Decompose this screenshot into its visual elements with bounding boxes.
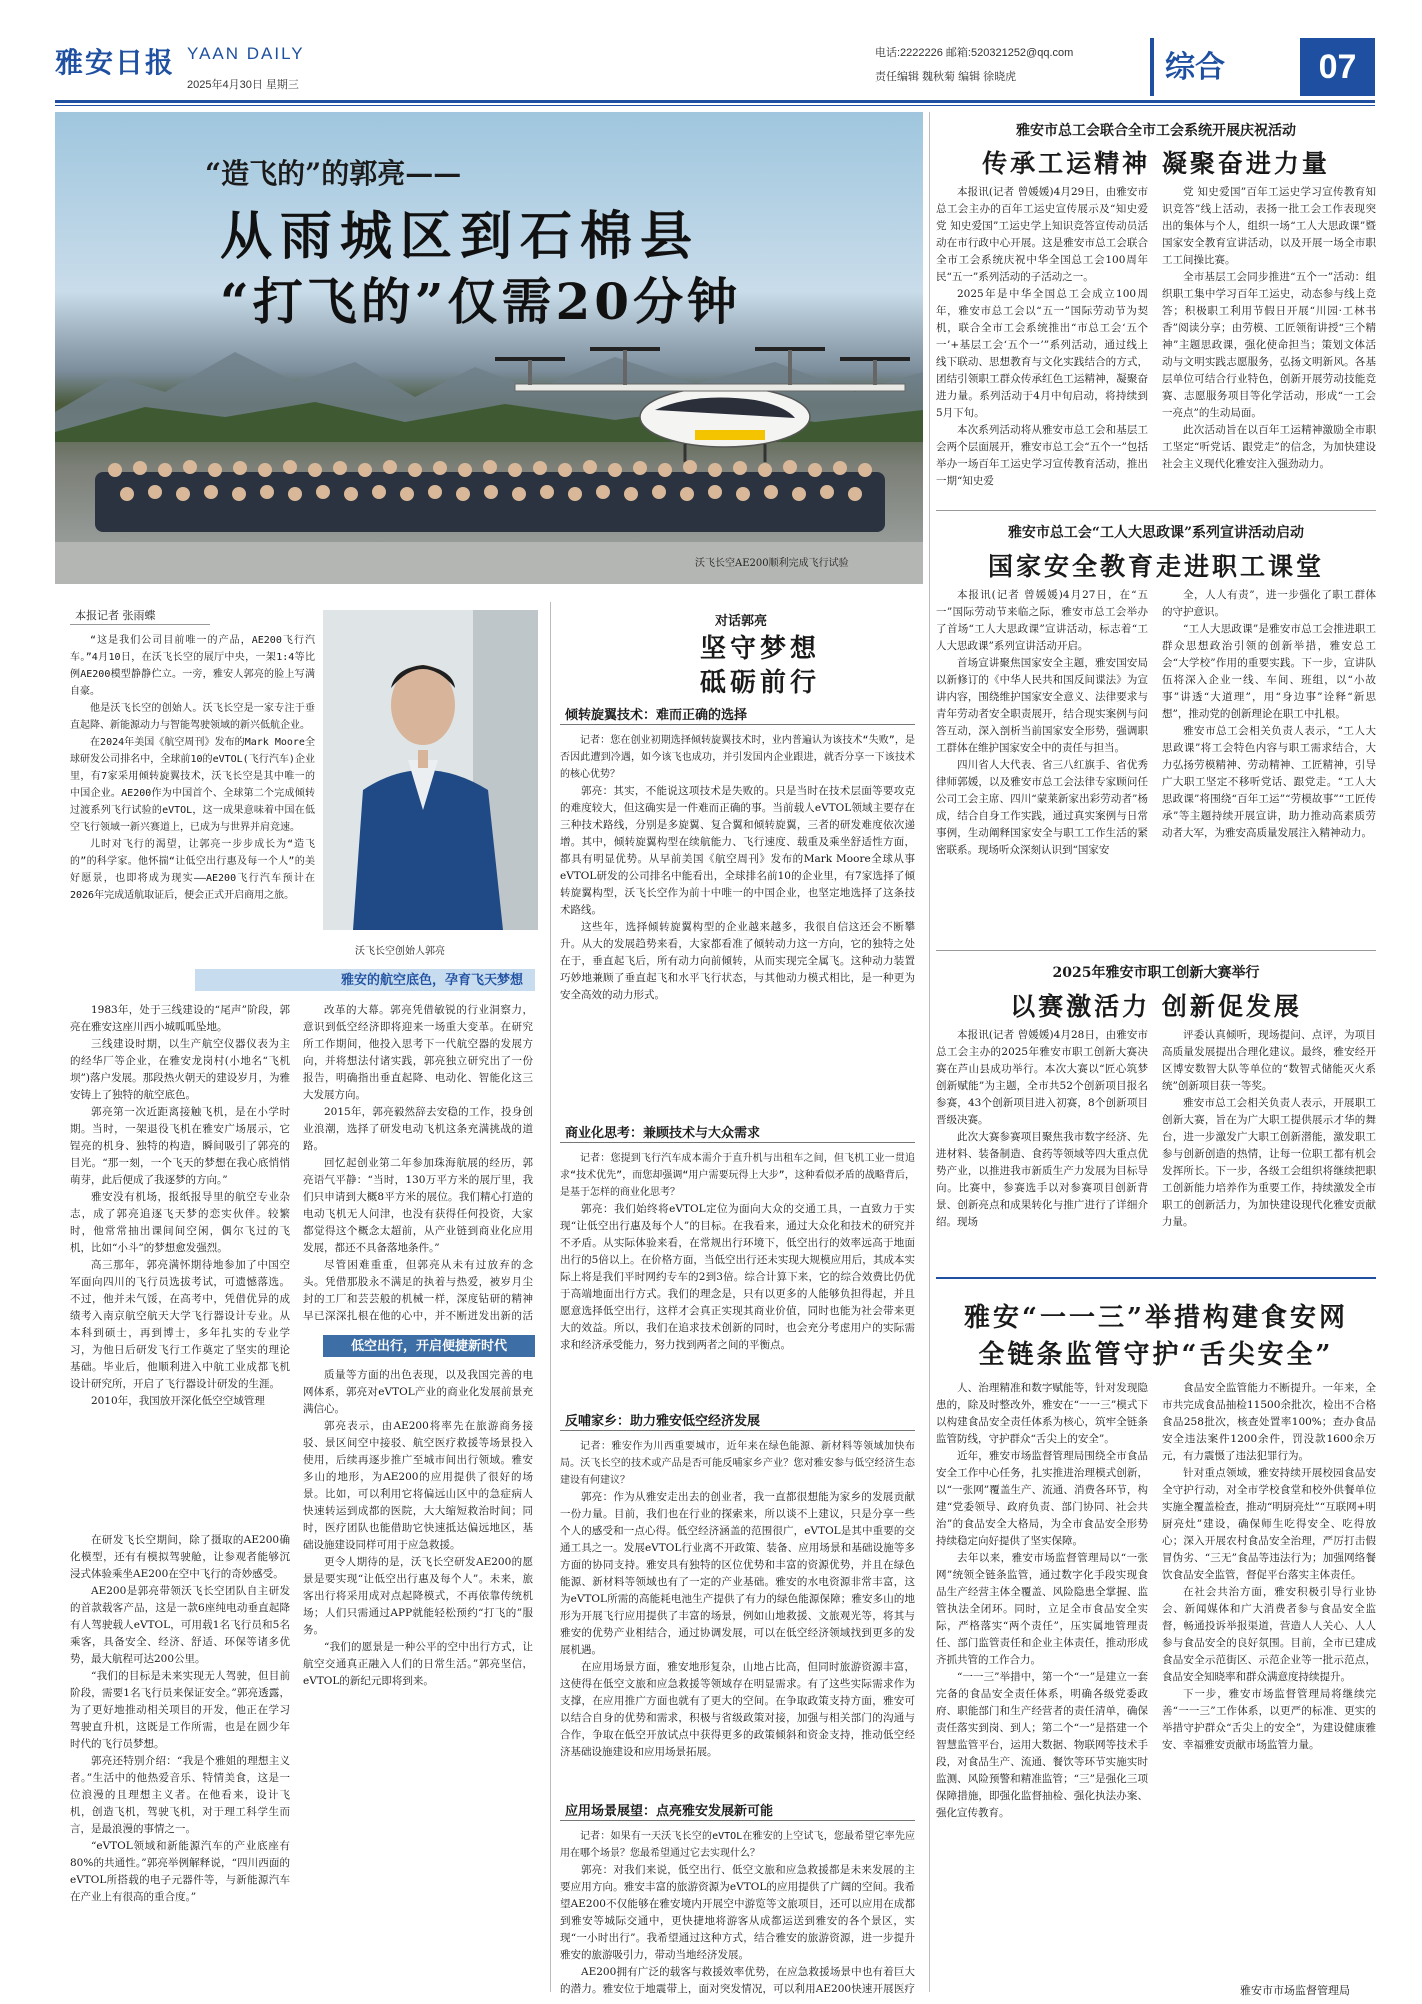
team-crowd-illustration <box>55 442 923 542</box>
paragraph: 党 知史爱国”百年工运史学习宣传教育知识竞答”线上活动，表扬一批工会工作表现突出的集体与个人，组织一场“工人大思政课”暨国家安全教育宣讲活动，以及开展一场全市职工工间操比赛。 <box>1162 186 1376 266</box>
masthead-rule <box>55 100 1375 103</box>
byline-rule <box>70 624 210 625</box>
intro-text <box>70 632 315 962</box>
masthead-rule-thin <box>55 105 1375 106</box>
interview-title-line1: 坚守梦想 <box>700 634 821 664</box>
section2-column1 <box>70 1532 290 1982</box>
paragraph: 雅安市总工会相关负责人表示，开展职工创新大赛，旨在为广大职工提供展示才华的舞台，进一步激发广大职工创新潜能，激发职工参与创新创造的热情，让每一位职工都有机会发挥所长。下一步，各级工会组织将继续把职工创新能力培养作为重要工作，持续激发全市职工的创新活力，为加快建设现代化雅安贡献力量。 <box>1162 1097 1376 1228</box>
paragraph: “eVTOL领域和新能源汽车的产业底座有80%的共通性。”郭亮举例解释说，“四川西面的eVTOL所搭载的电子元器件等，与新能源汽车在产业上有很高的重合度。” <box>70 1840 290 1903</box>
heading-rule <box>560 724 915 725</box>
section2-heading: 低空出行，开启便捷新时代 <box>323 1335 535 1357</box>
paragraph: 在研发飞长空期间，除了摄取的AE200确化模型，还有有模拟驾驶舱，让参观者能够沉浸式体验乘坐AE200在空中飞行的奇妙感受。 <box>70 1534 290 1580</box>
paragraph: 首场宣讲聚焦国家安全主题，雅安国安局以新修订的《中华人民共和国反间谍法》为宣讲内容，围绕维护国家安全意义、法律要求与青年劳动者安全职责展开，结合现实案例与问答互动，深入剖析当前国家安全形势，强调职工群体在维护国家安全中的责任与担当。 <box>936 657 1148 754</box>
paragraph: 郭亮还特别介绍：“我是个雅姐的理想主义者。”生活中的他热爱音乐、特情美食，这是一位浪漫的且理想主义者。在他看来，设计飞机，创造飞机，驾驶飞机，对于理工科学生而言，是最浪漫的事情之一。 <box>70 1755 290 1835</box>
article1-column1 <box>936 184 1148 504</box>
section2-column2 <box>303 1367 533 1982</box>
interview-answer: AE200拥有广泛的载客与救援效率优势，在应急救援场景中也有着巨大的潜力。雅安位于地震带上，面对突发情况，可以利用AE200快速开展医疗 <box>560 1966 915 1995</box>
portrait-photo <box>323 610 538 930</box>
interview-answer: 在应用场景方面，雅安地形复杂，山地占比高，但同时旅游资源丰富，这使得在低空文旅和应急救援等领域存在明显需求。有了这些实际需求作为支撑，在应用推广方面也就有了更大的空间。在争取政策支持方面，雅安可以结合自身的优势和需求，积极与省级政策对接，加强与相关部门的沟通与合作，争取在低空开放试点中获得更多的政策倾斜和资金支持，推动低空经济基础设施建设和应用场景拓展。 <box>560 1661 915 1758</box>
interview-question: 记者：您提到飞行汽车成本需介于直升机与出租车之间，但飞机工业一贯追求“技术优先”，而您却强调“用户需要玩得上大步”，这种看似矛盾的战略背后，是基于怎样的商业化思考？ <box>560 1153 915 1198</box>
paragraph: 本次系列活动将从雅安市总工会和基层工会两个层面展开，雅安市总工会“五个一”包括举办一场百年工运史学习宣传教育活动，推出一期“知史爱 <box>936 424 1148 487</box>
article-separator <box>936 510 1376 511</box>
paragraph: 高三那年，郭亮满怀期待地参加了中国空军面向四川的飞行员选拔考试，可遗憾落选。不过，他并未气馁，在高考中，凭借优异的成绩考入南京航空航天大学飞行器设计专业。从本科到硕士，再到博士，多年扎实的专业学习，为他日后研发飞行工作奠定了坚实的理论基础。毕业后，他顺利进入中航工业成都飞机设计研究所，开启了飞行器设计研发的生涯。 <box>70 1259 290 1390</box>
page-number: 07 <box>1300 38 1375 96</box>
right-column <box>936 112 1376 2000</box>
photo-caption: 沃飞长空AE200顺利完成飞行试验 <box>695 558 849 569</box>
paragraph: 人、治理精准和数字赋能等，针对发现隐患的，除及时整改外，雅安在“一一三”模式下以构建食品安全责任体系为核心，筑牢全链条监管防线，守护群众“舌尖上的安全”。 <box>936 1382 1148 1445</box>
interview-q1-text <box>560 732 915 1112</box>
article4-title-line1: 雅安“一一三”举措构建食安网 <box>964 1303 1348 1333</box>
paragraph: “我们的目标是未来实现无人驾驶，但目前阶段，需要1名飞行员来保证安全。”郭亮透露，为了更好地推动相关项目的开发，他正在学习驾驶直升机，这既是工作所需，也是在圆少年时代的飞行员梦想。 <box>70 1670 290 1750</box>
interview-answer: 郭亮：其实，不能说这项技术是失败的。只是当时在技术层面等要攻克的难度较大，但这确实是一件难而正确的事。当前载人eVTOL领域主要存在三种技术路线，分别是多旋翼、复合翼和倾转旋翼，三者的研发难度依次递增。其中，倾转旋翼构型在续航能力、飞行速度、载重及乘坐舒适性方面，都具有明显优势。从早前美国《航空周刊》发布的Mark Moore全球从事eVTOL研发的公司排名中能看出，全球排名前10的企业里，有7家选择了倾转旋翼构型，沃飞长空作为前十中唯一的中国企业，也坚定地选择了这条技术路线。 <box>560 785 915 916</box>
section1-column1 <box>70 1002 290 1522</box>
paragraph: 雅安市总工会相关负责人表示，“工人大思政课”将工会特色内容与职工需求结合，大力弘扬劳模精神、劳动精神、工匠精神，引导广大职工坚定不移听党话、跟党走。“工人大思政课”将围绕“百年工运”“劳模故事”“工匠传承”等主题持续开展宣讲，助力推动高素质劳动者大军，为雅安高质量发展注入精神动力。 <box>1162 725 1376 839</box>
article3-title: 以赛激活力 创新促发展 <box>1010 992 1302 1021</box>
intro-paragraph: 在2024年美国《航空周刊》发布的Mark Moore全球研发公司排名中，全球前10的eVTOL(飞行汽车)企业里，有7家采用倾转旋翼技术，沃飞长空是其中唯一的中国企业。AE200作为中国首个、全球第二个完成倾转过渡系列飞行试验的eVTOL，这一成果意味着中国在低空飞行领域一新兴赛道上，已成为与世界并肩竞速。 <box>70 737 315 833</box>
paragraph: 此次大赛参赛项目聚焦我市数字经济、先进材料、装备制造、食药等领域等四大重点优势产业，以推进我市新质生产力发展为目标导向。比赛中，参赛选手以对参赛项目创新背景、创新亮点和成果转化与推广进行了详细介绍。现场 <box>936 1131 1148 1228</box>
interview-question: 记者：如果有一天沃飞长空的eVTOL在雅安的上空试飞，您最希望它率先应用在哪个场景？您最希望通过它去实现什么？ <box>560 1831 915 1859</box>
intro-paragraph: “这是我们公司目前唯一的产品，AE200飞行汽车。”4月10日，在沃飞长空的展厅中央，一架1:4等比例AE200模型静静伫立。一旁，雅安人郭亮的脸上写满自豪。 <box>70 635 315 697</box>
interview-q1-heading: 倾转旋翼技术：难而正确的选择 <box>565 708 748 723</box>
paragraph: 食品安全监管能力不断提升。一年来，全市共完成食品抽检11500余批次，检出不合格食品258批次，核查处置率100%；查办食品安全违法案件1200余件，罚没款1600余万元，有力震慑了违法犯罪行为。 <box>1162 1382 1376 1462</box>
article1-title: 传承工运精神 凝聚奋进力量 <box>982 149 1330 178</box>
paragraph: 质量等方面的出色表现，以及我国完善的电网体系，郭亮对eVTOL产业的商业化发展前景充满信心。 <box>303 1369 533 1415</box>
interview-q4-text <box>560 1828 915 1998</box>
article-separator <box>936 950 1376 951</box>
paragraph: 本报讯(记者 曾媛媛)4月28日，由雅安市总工会主办的2025年雅安市职工创新大赛决赛在芦山县成功举行。本次大赛以“匠心筑梦 创新赋能”为主题，全市共52个创新项目报名参赛，43个创新项目进入初赛，8个创新项目晋级决赛。 <box>936 1029 1148 1126</box>
interview-label: 对话郭亮 <box>715 614 768 629</box>
lead-story <box>55 112 923 2000</box>
paragraph: 近年，雅安市场监督管理局围绕全市食品安全工作中心任务，扎实推进治理模式创新，以“一张网”覆盖生产、流通、消费各环节，构建“党委领导、政府负责、部门协同、社会共治”的食品安全大格局，为全市食品安全形势持续稳定向好提供了坚实保障。 <box>936 1450 1148 1547</box>
paragraph: 2010年，我国放开深化低空空域管理 <box>91 1395 265 1407</box>
paragraph: 四川省人大代表、省三八红旗手、省优秀律师郭媛，以及雅安市总工会法律专家顾问任公司工会主席、四川“蒙莱新家出彩劳动者”杨成，结合自身工作实践，通过真实案例与日常事例，生动阐释国家安全与职工工作生活的紧密联系。现场听众深刻认识到“国家安 <box>936 759 1148 856</box>
paragraph: AE200是郭亮带领沃飞长空团队自主研发的首款载客产品，这是一款6座纯电动垂直起降有人驾驶载人eVTOL，可用载1名飞行员和5名乘客，具备安全、经济、舒适、环保等诸多优势，最大航程可达200公里。 <box>70 1585 290 1665</box>
lead-title-line1: 从雨城区到石棉县 <box>220 206 701 267</box>
paragraph: 1983年，处于三线建设的“尾声”阶段，郭亮在雅安这座川西小城呱呱坠地。 <box>70 1004 290 1033</box>
article2-column1 <box>936 587 1148 937</box>
paragraph: 郭亮第一次近距离接触飞机，是在小学时期。当时，一架退役飞机在雅安广场展示，它锃亮的机身、独特的构造，瞬间吸引了郭亮的目光。“那一刻，一个飞天的梦想在我心底悄悄萌芽，此后便成了我逐梦的方向。” <box>70 1106 290 1186</box>
article4-column1 <box>936 1380 1148 1980</box>
paragraph: 下一步，雅安市场监督管理局将继续完善“一一三”工作体系，以更严的标准、更实的举措守护群众“舌尖上的安全”，为建设健康雅安、幸福雅安贡献市场监管力量。 <box>1162 1688 1376 1751</box>
lead-photo <box>55 112 923 584</box>
intro-paragraph: 他是沃飞长空的创始人。沃飞长空是一家专注于垂直起降、新能源动力与智能驾驶领域的新兴低航企业。 <box>70 703 315 731</box>
paragraph: 雅安没有机场，报纸报导里的航空专业杂志，成了郭亮追逐飞天梦的恋实伙伴。较繁时，他常常抽出课间间空闲，偶尔飞过的飞机，比如“小斗”的梦想愈发强烈。 <box>70 1191 290 1254</box>
section1-column2 <box>303 1002 533 1327</box>
masthead <box>55 38 1375 96</box>
article3-kicker: 2025年雅安市职工创新大赛举行 <box>1052 965 1260 981</box>
interview-question: 记者：您在创业初期选择倾转旋翼技术时，业内普遍认为该技术“失败”，是否因此遭到冷遇，如今该飞也成功，并引发国内企业跟进，就否分享一下该技术的核心优势？ <box>560 735 915 780</box>
paragraph: 尽管困难重重，但郭亮从未有过放弃的念头。凭借那股永不满足的执着与热爱，被岁月尘封的工厂和芸芸般的机械一样，深度钻研的精神早已深深扎根在他的心中，并不断迸发出新的活 <box>303 1259 533 1322</box>
heading-rule <box>560 1820 915 1821</box>
paragraph: 评委认真倾听，现场提问、点评，为项目高质量发展提出合理化建议。最终，雅安经开区博安数智大队等单位的“数智式储能灭火系统”创新项目获一等奖。 <box>1162 1029 1376 1092</box>
paragraph: “我们的愿景是一种公平的空中出行方式，让航空交通真正融入人们的日常生活。”郭亮坚信，eVTOL的新纪元即将到来。 <box>303 1641 533 1687</box>
column-divider <box>550 602 551 1992</box>
interview-q2-text <box>560 1150 915 1400</box>
editor-credits: 责任编辑 魏秋菊 编辑 徐晓虎 <box>875 71 1017 83</box>
paragraph: 2025年是中华全国总工会成立100周年，雅安市总工会以“五一”国际劳动节为契机，联合全市工会系统推出“市总工会‘五个一’+基层工会‘五个一’”系列活动，通过线上线下联动、思想教育与文化实践结合的方式，团结引领职工群众传承红色工运精神，凝聚奋进力量。系列活动于4月中旬启动，将持续到5月下旬。 <box>936 288 1148 419</box>
article2-title: 国家安全教育走进职工课堂 <box>987 552 1324 581</box>
paragraph: 本报讯(记者 曾媛媛)4月27日，在“五一”国际劳动节来临之际，雅安市总工会举办了首场“工人大思政课”宣讲活动，标志着“工人大思政课”系列宣讲活动开启。 <box>936 589 1148 652</box>
article2-kicker: 雅安市总工会“工人大思政课”系列宣讲活动启动 <box>1007 525 1305 541</box>
interview-answer: 郭亮：作为从雅安走出去的创业者，我一直都很想能为家乡的发展贡献一份力量。目前，我们也在行业的探索来，所以谈不上建议，只是分享一些个人的感受和一点心得。低空经济涵盖的范围很广，eVTOL是其中重要的交通工具之一。发展eVTOL行业离不开政策、装备、应用场景和基础设施等多方面的协同支持。雅安具有独特的区位优势和丰富的资源优势，并且在绿色能源、新材料等领域也有了一定的产业基础。雅安的水电资源非常丰富，这为eVTOL所需的高能耗电池生产提供了有力的绿色能源保障；雅安多山的地形为开展飞行应用提供了丰富的场景，例如山地救援、文旅观光等，将其与雅安的优势产业相结合，通过协调发展，可以在低空经济领域找到更多的发展机遇。 <box>560 1491 915 1656</box>
paragraph: 全，人人有责”，进一步强化了职工群体的守护意识。 <box>1162 589 1376 618</box>
article1-column2 <box>1162 184 1376 504</box>
newspaper-logo: 雅安日报 <box>55 46 176 79</box>
section1-heading: 雅安的航空底色，孕育飞天梦想 <box>195 969 535 991</box>
portrait-illustration <box>323 610 538 930</box>
heading-rule <box>560 1142 915 1143</box>
article3-column1 <box>936 1027 1148 1257</box>
interview-q2-heading: 商业化思考：兼顾技术与大众需求 <box>565 1126 761 1141</box>
article-separator <box>936 1277 1376 1279</box>
paragraph: 三线建设时期，以生产航空仪器仪表为主的经华厂等企业，在雅安龙岗村(小地名“飞机坝”)落户发展。那段热火朝天的建设岁月，为雅安铸上了独特的航空底色。 <box>70 1038 290 1101</box>
lead-title-line2: “打飞的”仅需20分钟 <box>220 272 742 331</box>
byline: 本报记者 张雨蝶 <box>75 609 156 622</box>
paragraph: “一一三”举措中，第一个“一”是建立一套完备的食品安全责任体系，明确各级党委政府、职能部门和生产经营者的责任清单，确保责任落实到岗、到人；第二个“一”是搭建一个智慧监管平台，运用大数据、物联网等技术手段，对食品生产、流通、餐饮等环节实施实时监测、风险预警和精准监管；“三”是强化三项保障措施，即强化监督抽检、强化执法办案、强化宣传教育。 <box>936 1671 1148 1819</box>
interview-title-line2: 砥砺前行 <box>700 668 821 698</box>
issue-date: 2025年4月30日 星期三 <box>187 79 299 91</box>
article2-column2 <box>1162 587 1376 937</box>
interview-answer: 这些年，选择倾转旋翼构型的企业越来越多，我很自信这还会不断攀升。从大的发展趋势来看，大家都看准了倾转动力这一方向，它的独特之处在于，垂直起飞后，所有动力向前倾转，从而实现完全属飞。这种动力装置巧妙地兼顾了垂直起飞和水平飞行状态，与其他动力模式相比，是一种更为安全高效的动力形式。 <box>560 921 915 1001</box>
interview-q3-heading: 反哺家乡：助力雅安低空经济发展 <box>565 1414 761 1429</box>
paragraph: 回忆起创业第二年参加珠海航展的经历，郭亮语气平静：“当时，130万平方米的展厅里，我们只申请到大概8平方米的展位。我们精心打造的电动飞机无人问津，也没有获得任何投资，大家都觉得这个概念太超前，从产业链到商业化应用发展，都还不具备落地条件。” <box>303 1157 533 1254</box>
article3-column2 <box>1162 1027 1376 1257</box>
interview-answer: 郭亮：对我们来说，低空出行、低空文旅和应急救援都是未来发展的主要应用方向。雅安丰富的旅游资源为eVTOL的应用提供了广阔的空间。我希望AE200不仅能够在雅安境内开展空中游览等文旅项目，还可以应用在成都到雅安等城际交通中，更快捷地将游客从成都运送到雅安的各个景区，实现“一小时出行”。我希望通过这种方式，结合雅安的旅游资源，进一步提升雅安的旅游吸引力，带动当地经济发展。 <box>560 1864 915 1961</box>
article-source: 雅安市市场监督管理局 <box>1240 1984 1350 1997</box>
article1-kicker: 雅安市总工会联合全市工会系统开展庆祝活动 <box>1016 123 1296 139</box>
paragraph: 此次活动旨在以百年工运精神激励全市职工坚定“听党话、跟党走”的信念，为加快建设社会主义现代化雅安注入强劲动力。 <box>1162 424 1376 470</box>
paragraph: 全市基层工会同步推进“五个一”活动：组织职工集中学习百年工运史，动态参与线上竞答；积极职工利用节假日开展“川园·工林书香”阅读分享；由劳模、工匠领衔讲授“三个精神”主题思政课，强化使命担当；策划文体活动与文明实践志愿服务，弘扬文明新风。各基层单位可结合行业特色，创新开展劳动技能竞赛、志愿服务项目等化学活动，形成“一工会一亮点”的生动局面。 <box>1162 271 1376 419</box>
section-name: 综合 <box>1165 51 1225 84</box>
lead-kicker: “造飞的”的郭亮—— <box>205 157 462 190</box>
interview-q4-heading: 应用场景展望：点亮雅安发展新可能 <box>565 1804 774 1819</box>
heading-rule <box>560 1430 915 1431</box>
article4-column2 <box>1162 1380 1376 1980</box>
article4-title-line2: 全链条监管守护“舌尖安全” <box>978 1340 1334 1370</box>
contact-info: 电话:2222226 邮箱:520321252@qq.com <box>875 47 1074 59</box>
paragraph: 在社会共治方面，雅安积极引导行业协会、新闻媒体和广大消费者参与食品安全监督，畅通投诉举报渠道，营造人人关心、人人参与食品安全的良好氛围。目前，全市已建成食品安全示范街区、示范企业等一批示范点，食品安全知晓率和群众满意度持续提升。 <box>1162 1586 1376 1683</box>
interview-question: 记者：雅安作为川西重要城市，近年来在绿色能源、新材料等领域加快布局。沃飞长空的技术或产品是否可能反哺家乡产业？您对雅安参与低空经济生态建设有何建议？ <box>560 1441 915 1486</box>
paragraph: 郭亮表示，由AE200将率先在旅游商务接驳、景区间空中接驳、航空医疗救援等场景投入使用，后续再逐步推广至城市间出行领域。雅安多山的地形，为AE200的应用提供了很好的场景。比如，可以利用它将偏远山区中的急症病人快速转运到成都的医院，大大缩短救治时间；同时，医疗团队也能借助它快速抵达偏远地区，基础设施建设同样可用于应急救援。 <box>303 1420 533 1551</box>
paragraph: 2015年，郭亮毅然辞去安稳的工作，投身创业浪潮，选择了研发电动飞机这条充满挑战的道路。 <box>303 1106 533 1152</box>
paragraph: 本报讯(记者 曾媛媛)4月29日，由雅安市总工会主办的百年工运史宣传展示及“知史爱党 知史爱国”工运史学上知识竞答宣传动员活动在市行政中心开展。这是雅安市总工会联合全市工会系统庆祝中华全国总工会100周年民“五一”系列活动的子活动之一。 <box>936 186 1148 283</box>
intro-paragraph: 儿时对飞行的渴望，让郭亮一步步成长为“造飞的”的科学家。他怀揣“让低空出行惠及每一个人”的美好愿景，也即将成为现实——AE200飞行汽车预计在2026年完成适航取证后，便会正式开启商用之旅。 <box>70 839 315 901</box>
newspaper-english-name: YAAN DAILY <box>187 44 305 63</box>
paragraph: “工人大思政课”是雅安市总工会推进职工群众思想政治引领的创新举措，雅安总工会“大学校”作用的重要实践。下一步，宣讲队伍将深入企业一线、车间、班组，以“小故事”讲透“大道理”，用“身边事”诠释“新思想”，推动党的创新理论在职工中扎根。 <box>1162 623 1376 720</box>
portrait-caption: 沃飞长空创始人郭亮 <box>355 946 445 957</box>
interview-answer: 郭亮：我们始终将eVTOL定位为面向大众的交通工具，一直致力于实现“让低空出行惠及每个人”的目标。在我看来，通过大众化和技术的研究并不矛盾。从实际体验来看，在常规出行环境下，低空出行的效率远高于地面出行的5倍以上。在价格方面，当低空出行还未实现大规模应用后，其成本实际上将是我们平时网约专车的2到3倍。综合计算下来，它的综合效费比仍优于高端地面出行方式。我们的理念是，只有以更多的人能够负担得起，并且愿意选择低空出行，这样才会真正实现其商业价值，同时也能为社会带来更大的效益。所以，我们在追求技术创新的同时，也会充分考虑用户的实际需求和经济承受能力，努力找到两者之间的平衡点。 <box>560 1203 915 1351</box>
paragraph: 针对重点领域，雅安持续开展校园食品安全守护行动，对全市学校食堂和校外供餐单位实施全覆盖检查，推动“明厨亮灶”“互联网+明厨亮灶”建设，确保师生吃得安全、吃得放心；深入开展农村食品安全治理，严厉打击假冒伪劣、“三无”食品等违法行为；加强网络餐饮食品安全监管，督促平台落实主体责任。 <box>1162 1467 1376 1581</box>
paragraph: 更令人期待的是，沃飞长空研发AE200的愿景是要实现“让低空出行惠及每个人”。未来，旅客出行将采用成对点起降模式，不再依靠传统机场；人们只需通过APP就能轻松预约“打飞的”服务。 <box>303 1556 533 1636</box>
interview-title <box>700 632 820 700</box>
column-divider <box>929 112 930 1992</box>
paragraph: 去年以来，雅安市场监督管理局以“一张网”统领全链条监管，通过数字化手段实现食品生产经营主体全覆盖、风险隐患全掌握、监管执法全闭环。同时，立足全市食品安全实际，严格落实“两个责任”，压实属地管理责任、部门监管责任和企业主体责任，推动形成齐抓共管的工作合力。 <box>936 1552 1148 1666</box>
interview-q3-text <box>560 1438 915 1788</box>
paragraph: 改革的大幕。郭亮凭借敏锐的行业洞察力，意识到低空经济即将迎来一场重大变革。在研究所工作期间，他投入思考下一代航空器的发展方向，并将想法付诸实践，郭亮独立研究出了一份报告，明确指出垂直起降、电动化、智能化这三大发展方向。 <box>303 1004 533 1101</box>
